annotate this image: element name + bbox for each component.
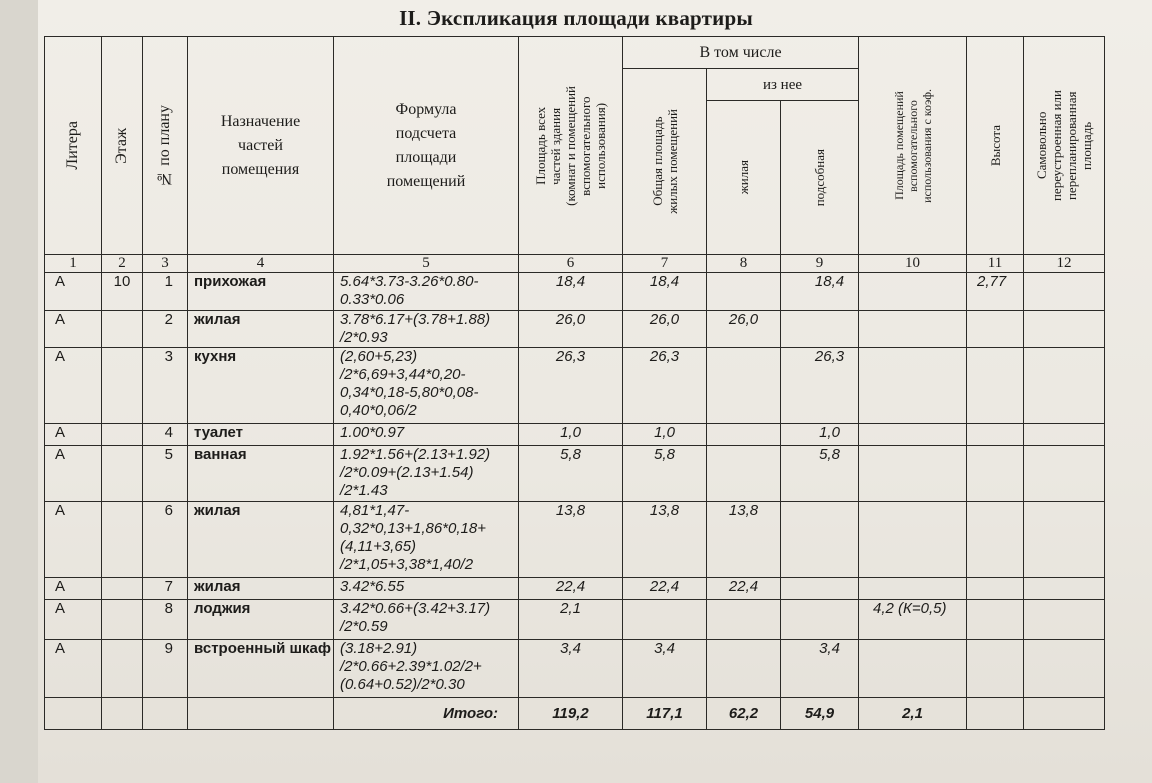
table-row [45, 600, 1105, 640]
purpose-cell: ванная [188, 446, 334, 502]
floor-cell [102, 424, 143, 446]
area-cell: 1,0 [519, 424, 623, 446]
aux-coef-cell [859, 502, 967, 578]
height-cell: 2,77 [967, 273, 1024, 311]
aux-cell [781, 311, 859, 348]
area-cell: 5,8 [519, 446, 623, 502]
total-living-cell: 18,4 [623, 273, 707, 311]
col-num: 1 [45, 255, 102, 273]
header-floor: Этаж [102, 37, 143, 255]
litera-cell: А [45, 502, 102, 578]
area-cell: 13,8 [519, 502, 623, 578]
area-cell: 18,4 [519, 273, 623, 311]
aux-cell: 18,4 [781, 273, 859, 311]
purpose-cell: лоджия [188, 600, 334, 640]
self-rebuilt-cell [1024, 502, 1105, 578]
height-cell [967, 348, 1024, 424]
living-cell [707, 640, 781, 698]
header-including: В том числе [623, 37, 859, 69]
litera-cell: А [45, 446, 102, 502]
formula-cell: 3.78*6.17+(3.78+1.88) /2*0.93 [334, 311, 519, 348]
header-self-rebuilt: Самовольно переустроенная или перепланированная площадь [1024, 37, 1105, 255]
totals-row [45, 698, 1105, 730]
aux-cell: 26,3 [781, 348, 859, 424]
aux-coef-cell [859, 640, 967, 698]
purpose-cell: прихожая [188, 273, 334, 311]
plan-no-cell: 4 [143, 424, 188, 446]
column-numbers-row [45, 255, 1105, 273]
totals-label: Итого: [334, 698, 519, 730]
floor-cell: 10 [102, 273, 143, 311]
col-num: 12 [1024, 255, 1105, 273]
floor-cell [102, 502, 143, 578]
purpose-cell: жилая [188, 502, 334, 578]
col-num: 8 [707, 255, 781, 273]
litera-cell: А [45, 424, 102, 446]
page-title: II. Экспликация площади квартиры [399, 6, 753, 30]
area-cell: 22,4 [519, 578, 623, 600]
total-living-cell: 5,8 [623, 446, 707, 502]
col-num: 5 [334, 255, 519, 273]
col-num: 6 [519, 255, 623, 273]
col-num: 10 [859, 255, 967, 273]
floor-cell [102, 348, 143, 424]
self-rebuilt-cell [1024, 446, 1105, 502]
self-rebuilt-cell [1024, 600, 1105, 640]
header-plan-no: № по плану [143, 37, 188, 255]
col-num: 4 [188, 255, 334, 273]
totals-total-living: 117,1 [623, 698, 707, 730]
self-rebuilt-cell [1024, 578, 1105, 600]
plan-no-cell: 2 [143, 311, 188, 348]
height-cell [967, 578, 1024, 600]
formula-cell: 1.00*0.97 [334, 424, 519, 446]
formula-cell: 1.92*1.56+(2.13+1.92) /2*0.09+(2.13+1.54) /2*1.43 [334, 446, 519, 502]
plan-no-cell: 8 [143, 600, 188, 640]
header-area-all: Площадь всех частей здания (комнат и помещений вспомогательного использования) [519, 37, 623, 255]
col-num: 9 [781, 255, 859, 273]
height-cell [967, 424, 1024, 446]
plan-no-cell: 9 [143, 640, 188, 698]
self-rebuilt-cell [1024, 424, 1105, 446]
litera-cell: А [45, 578, 102, 600]
col-num: 7 [623, 255, 707, 273]
header-of-which: из нее [707, 69, 859, 101]
plan-no-cell: 7 [143, 578, 188, 600]
living-cell: 22,4 [707, 578, 781, 600]
table-row [45, 311, 1105, 348]
floor-cell [102, 640, 143, 698]
col-num: 11 [967, 255, 1024, 273]
col-num: 3 [143, 255, 188, 273]
aux-coef-cell [859, 311, 967, 348]
aux-coef-cell [859, 273, 967, 311]
total-living-cell: 26,3 [623, 348, 707, 424]
table-row [45, 640, 1105, 698]
aux-coef-cell [859, 578, 967, 600]
area-cell: 26,0 [519, 311, 623, 348]
total-living-cell: 26,0 [623, 311, 707, 348]
formula-cell: 4,81*1,47- 0,32*0,13+1,86*0,18+ (4,11+3,65) /2*1,05+3,38*1,40/2 [334, 502, 519, 578]
self-rebuilt-cell [1024, 273, 1105, 311]
aux-coef-cell: 4,2 (К=0,5) [859, 600, 967, 640]
header-auxiliary: подсобная [781, 101, 859, 255]
litera-cell: А [45, 273, 102, 311]
litera-cell: А [45, 348, 102, 424]
living-cell [707, 273, 781, 311]
table-row [45, 446, 1105, 502]
aux-cell: 1,0 [781, 424, 859, 446]
self-rebuilt-cell [1024, 311, 1105, 348]
total-living-cell [623, 600, 707, 640]
aux-coef-cell [859, 424, 967, 446]
col-num: 2 [102, 255, 143, 273]
aux-cell [781, 600, 859, 640]
litera-cell: А [45, 311, 102, 348]
living-cell [707, 600, 781, 640]
plan-no-cell: 6 [143, 502, 188, 578]
header-aux-coef: Площадь помещений вспомогательного использования с коэф. [859, 37, 967, 255]
totals-aux: 54,9 [781, 698, 859, 730]
floor-cell [102, 311, 143, 348]
aux-cell: 5,8 [781, 446, 859, 502]
self-rebuilt-cell [1024, 348, 1105, 424]
formula-cell: 3.42*6.55 [334, 578, 519, 600]
living-cell [707, 424, 781, 446]
purpose-cell: туалет [188, 424, 334, 446]
total-living-cell: 22,4 [623, 578, 707, 600]
header-formula: Формула подсчета площади помещений [334, 37, 519, 255]
table-row [45, 424, 1105, 446]
purpose-cell: жилая [188, 578, 334, 600]
aux-coef-cell [859, 348, 967, 424]
self-rebuilt-cell [1024, 640, 1105, 698]
header-living: жилая [707, 101, 781, 255]
litera-cell: А [45, 600, 102, 640]
floor-cell [102, 600, 143, 640]
total-living-cell: 3,4 [623, 640, 707, 698]
formula-cell: 5.64*3.73-3.26*0.80- 0.33*0.06 [334, 273, 519, 311]
plan-no-cell: 5 [143, 446, 188, 502]
floor-cell [102, 446, 143, 502]
explication-table [44, 36, 1104, 736]
litera-cell: А [45, 640, 102, 698]
height-cell [967, 446, 1024, 502]
formula-cell: 3.42*0.66+(3.42+3.17) /2*0.59 [334, 600, 519, 640]
totals-living: 62,2 [707, 698, 781, 730]
height-cell [967, 600, 1024, 640]
header-height: Высота [967, 37, 1024, 255]
aux-cell [781, 578, 859, 600]
header-total-living: Общая площадь жилых помещений [623, 69, 707, 255]
living-cell: 26,0 [707, 311, 781, 348]
area-cell: 3,4 [519, 640, 623, 698]
living-cell [707, 446, 781, 502]
living-cell: 13,8 [707, 502, 781, 578]
purpose-cell: встроенный шкаф [188, 640, 334, 698]
floor-cell [102, 578, 143, 600]
height-cell [967, 502, 1024, 578]
living-cell [707, 348, 781, 424]
purpose-cell: кухня [188, 348, 334, 424]
area-cell: 2,1 [519, 600, 623, 640]
plan-no-cell: 3 [143, 348, 188, 424]
table-row [45, 502, 1105, 578]
table-row [45, 578, 1105, 600]
totals-area: 119,2 [519, 698, 623, 730]
aux-cell: 3,4 [781, 640, 859, 698]
total-living-cell: 13,8 [623, 502, 707, 578]
height-cell [967, 640, 1024, 698]
table-row [45, 348, 1105, 424]
total-living-cell: 1,0 [623, 424, 707, 446]
purpose-cell: жилая [188, 311, 334, 348]
height-cell [967, 311, 1024, 348]
table-row [45, 273, 1105, 311]
totals-coef: 2,1 [859, 698, 967, 730]
area-cell: 26,3 [519, 348, 623, 424]
plan-no-cell: 1 [143, 273, 188, 311]
formula-cell: (2,60+5,23) /2*6,69+3,44*0,20- 0,34*0,18-5,80*0,08- 0,40*0,06/2 [334, 348, 519, 424]
aux-cell [781, 502, 859, 578]
header-litera: Литера [45, 37, 102, 255]
aux-coef-cell [859, 446, 967, 502]
formula-cell: (3.18+2.91) /2*0.66+2.39*1.02/2+ (0.64+0.52)/2*0.30 [334, 640, 519, 698]
header-purpose: Назначение частей помещения [188, 37, 334, 255]
